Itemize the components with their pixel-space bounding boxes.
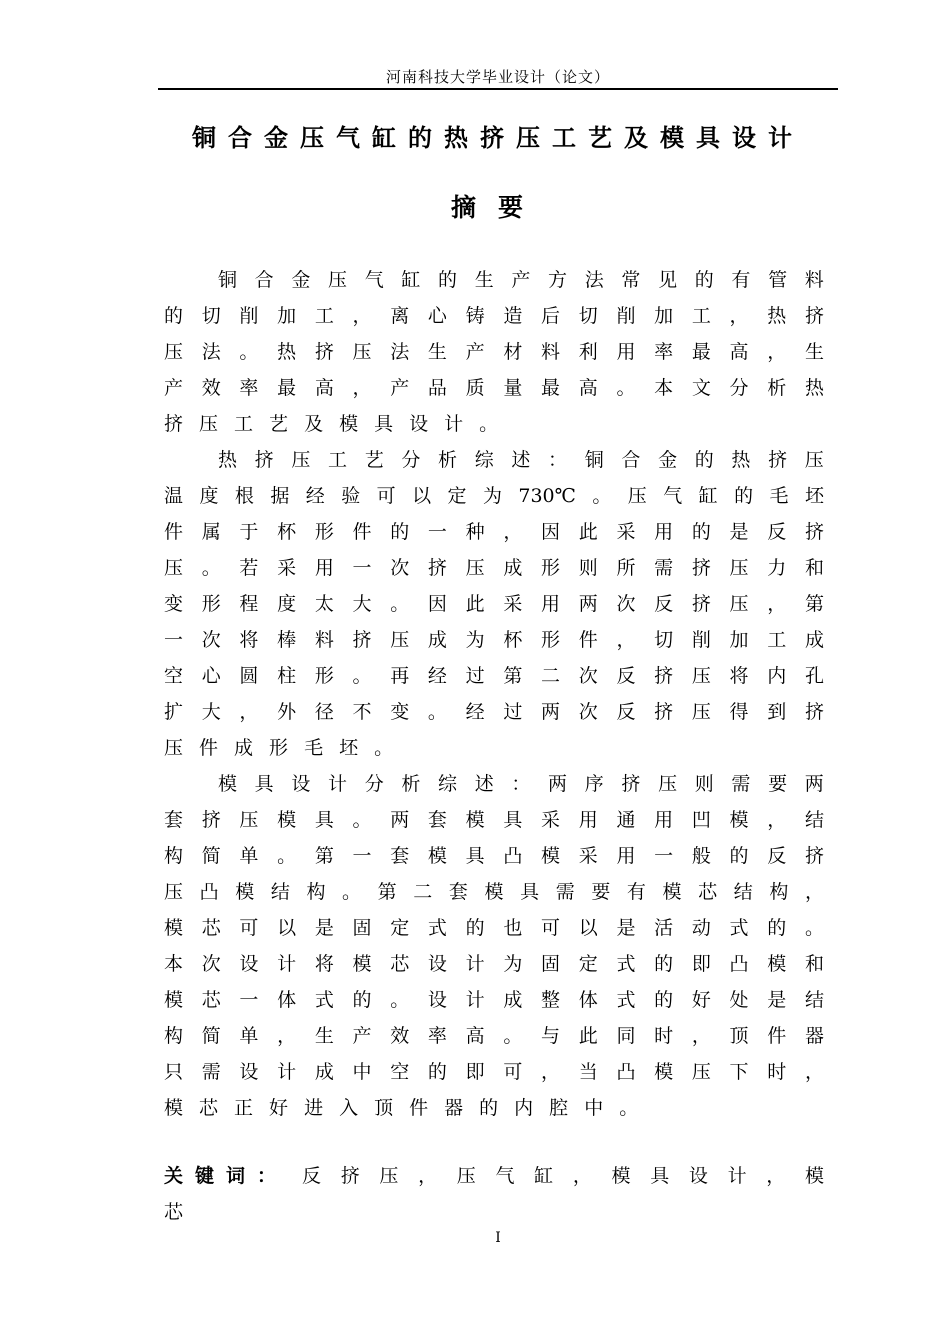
keywords-list-continued: 芯 <box>164 1201 184 1223</box>
header-divider <box>158 88 838 90</box>
paper-title: 铜合金压气缸的热挤压工艺及模具设计 <box>192 124 804 152</box>
paragraph-line: 模 芯 可 以 是 固 定 式 的 也 可 以 是 活 动 式 的 。 <box>164 917 824 939</box>
paragraph-line: 温 度 根 据 经 验 可 以 定 为 730℃ 。 压 气 缸 的 毛 坯 <box>164 485 824 507</box>
paragraph-line: 压 法 。 热 挤 压 法 生 产 材 料 利 用 率 最 高 ， 生 <box>164 341 824 363</box>
paragraph-line: 模 芯 正 好 进 入 顶 件 器 的 内 腔 中 。 <box>164 1097 639 1119</box>
paragraph-line: 套 挤 压 模 具 。 两 套 模 具 采 用 通 用 凹 模 ， 结 <box>164 809 824 831</box>
paragraph-line: 一 次 将 棒 料 挤 压 成 为 杯 形 件 ， 切 削 加 工 成 <box>164 629 824 651</box>
paragraph-line: 只 需 设 计 成 中 空 的 即 可 ， 当 凸 模 压 下 时 ， <box>164 1061 824 1083</box>
paragraph-line: 本 次 设 计 将 模 芯 设 计 为 固 定 式 的 即 凸 模 和 <box>164 953 824 975</box>
paragraph-line: 挤 压 工 艺 及 模 具 设 计 。 <box>164 413 499 435</box>
paragraph-line: 构 简 单 。 第 一 套 模 具 凸 模 采 用 一 般 的 反 挤 <box>164 845 824 867</box>
keywords-label: 关键词： <box>164 1165 289 1187</box>
paragraph-line: 产 效 率 最 高 ， 产 品 质 量 最 高 。 本 文 分 析 热 <box>164 377 824 399</box>
keywords-block <box>164 1158 824 1230</box>
paragraph-line: 压 。 若 采 用 一 次 挤 压 成 形 则 所 需 挤 压 力 和 <box>164 557 824 579</box>
paragraph-line: 压 件 成 形 毛 坯 。 <box>164 737 394 759</box>
paragraph-line: 的 切 削 加 工 ， 离 心 铸 造 后 切 削 加 工 ， 热 挤 <box>164 305 824 327</box>
keywords-list: 反 挤 压 ， 压 气 缸 ， 模 具 设 计 ， 模 <box>302 1165 824 1187</box>
paragraph-line: 构 简 单 ， 生 产 效 率 高 。 与 此 同 时 ， 顶 件 器 <box>164 1025 824 1047</box>
paragraph-line: 压 凸 模 结 构 。 第 二 套 模 具 需 要 有 模 芯 结 构 ， <box>164 881 824 903</box>
paragraph-line: 件 属 于 杯 形 件 的 一 种 ， 因 此 采 用 的 是 反 挤 <box>164 521 824 543</box>
abstract-heading: 摘要 <box>450 193 545 222</box>
abstract-body <box>164 262 824 1126</box>
paragraph-line: 扩 大 ， 外 径 不 变 。 经 过 两 次 反 挤 压 得 到 挤 <box>164 701 824 723</box>
paragraph-line: 模 芯 一 体 式 的 。 设 计 成 整 体 式 的 好 处 是 结 <box>164 989 824 1011</box>
paragraph-line: 铜 合 金 压 气 缸 的 生 产 方 法 常 见 的 有 管 料 <box>218 269 824 291</box>
page-number: I <box>495 1230 501 1246</box>
paragraph-line: 空 心 圆 柱 形 。 再 经 过 第 二 次 反 挤 压 将 内 孔 <box>164 665 824 687</box>
paragraph-line: 变 形 程 度 太 大 。 因 此 采 用 两 次 反 挤 压 ， 第 <box>164 593 824 615</box>
running-header: 河南科技大学毕业设计（论文） <box>385 68 610 86</box>
keywords-continuation <box>164 1194 824 1230</box>
paragraph-line: 热 挤 压 工 艺 分 析 综 述 ： 铜 合 金 的 热 挤 压 <box>218 449 824 471</box>
keywords-line <box>164 1158 824 1194</box>
paragraph-line: 模 具 设 计 分 析 综 述 ： 两 序 挤 压 则 需 要 两 <box>218 773 824 795</box>
